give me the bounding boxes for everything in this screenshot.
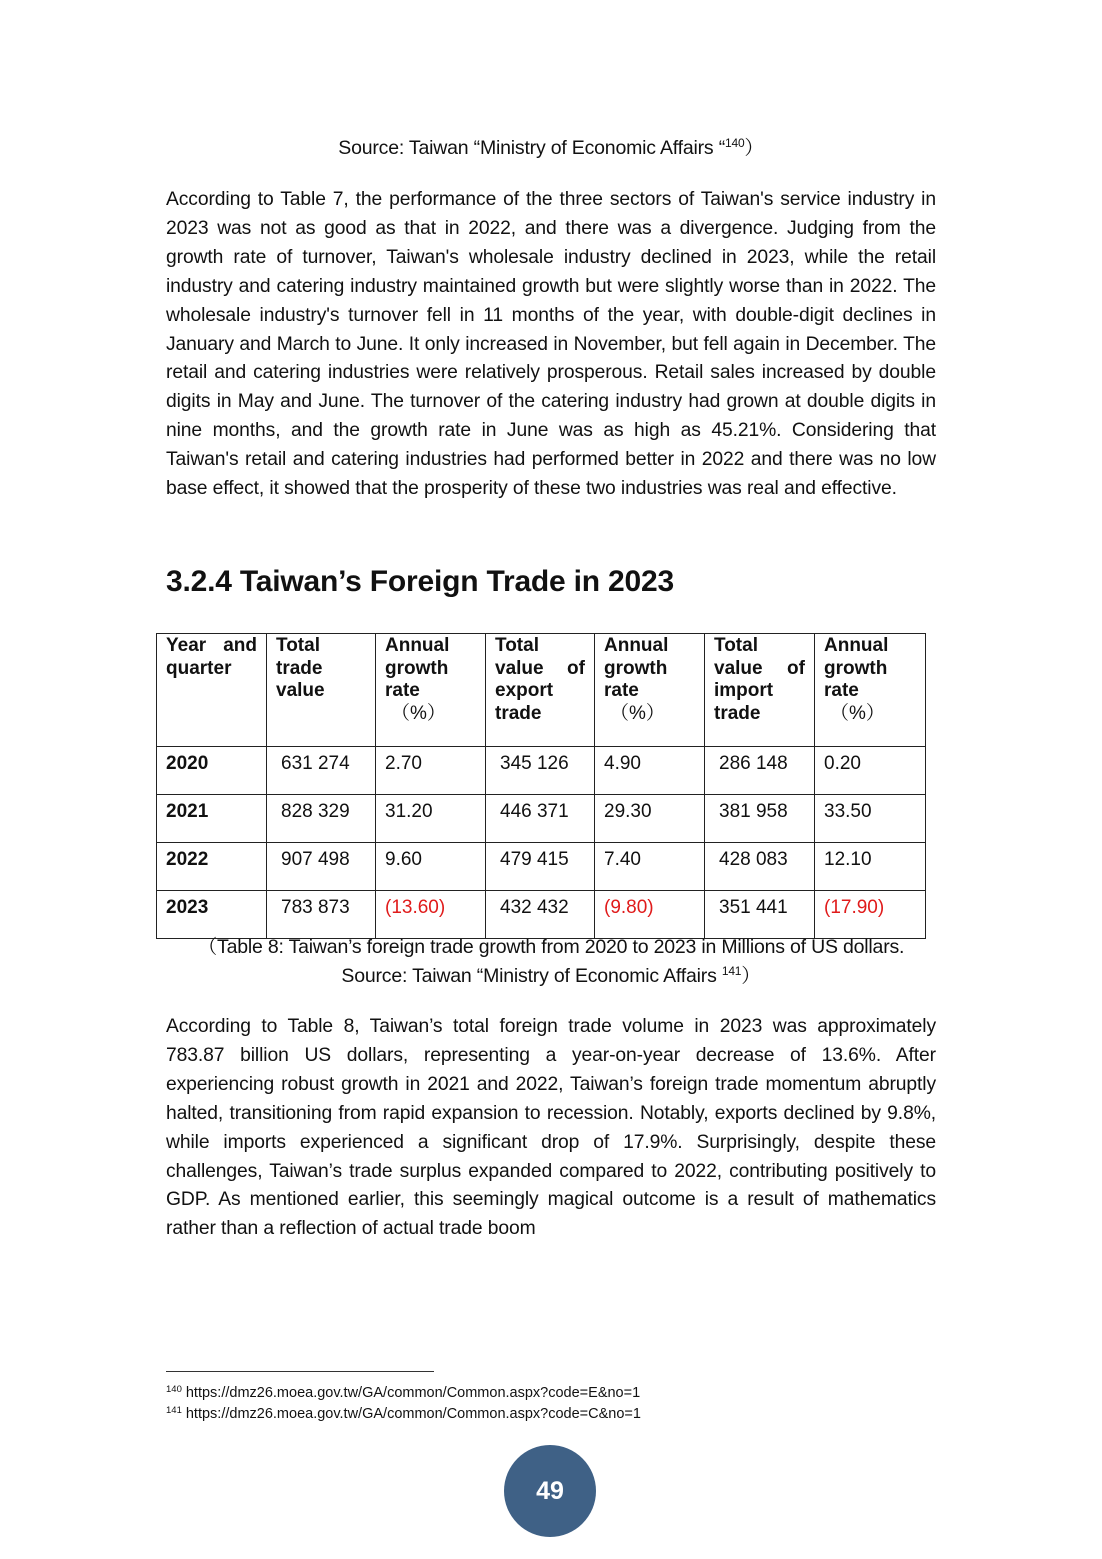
footnote-ref-140[interactable]: 140 xyxy=(725,136,745,150)
footnote-divider xyxy=(166,1371,434,1372)
footnotes xyxy=(166,1383,641,1425)
export-value-cell: 446 371 xyxy=(486,795,595,843)
footnote-number: 141 xyxy=(166,1405,182,1416)
header-label: Annual growth rate xyxy=(385,635,450,701)
header-export-value: Total value of export trade xyxy=(486,634,595,747)
total-trade-cell: 907 498 xyxy=(267,843,376,891)
total-growth-cell: 9.60 xyxy=(376,843,486,891)
header-export-growth-rate xyxy=(595,634,705,747)
footnote-link[interactable]: https://dmz26.moea.gov.tw/GA/common/Common.aspx?code=E&no=1 xyxy=(185,1385,641,1401)
import-growth-cell: 0.20 xyxy=(815,747,926,795)
section-heading: 3.2.4 Taiwan’s Foreign Trade in 2023 xyxy=(166,565,675,598)
export-growth-cell-negative: (9.80) xyxy=(595,891,705,939)
source-note-close: ） xyxy=(744,137,764,159)
year-cell: 2023 xyxy=(157,891,267,939)
total-growth-cell-negative: (13.60) xyxy=(376,891,486,939)
total-trade-cell: 828 329 xyxy=(267,795,376,843)
total-trade-cell: 783 873 xyxy=(267,891,376,939)
export-growth-cell: 4.90 xyxy=(595,747,705,795)
header-total-trade-value: Total trade value xyxy=(267,634,376,747)
import-value-cell: 381 958 xyxy=(705,795,815,843)
footnote-link[interactable]: https://dmz26.moea.gov.tw/GA/common/Common.aspx?code=C&no=1 xyxy=(185,1406,641,1422)
year-cell: 2021 xyxy=(157,795,267,843)
import-value-cell: 351 441 xyxy=(705,891,815,939)
caption-line-2 xyxy=(156,962,946,991)
source-note-text: Source: Taiwan “Ministry of Economic Affairs “ xyxy=(338,137,725,159)
export-value-cell: 345 126 xyxy=(486,747,595,795)
body-paragraph-1: According to Table 7, the performance of the three sectors of Taiwan's service industry in 2023 was not as good as that in 2022, and there was a divergence. Judging from the growth rate of turnover, Taiwan's wholesale industry declined in 2023, while the retail industry and catering industry maintained growth but were slightly worse than in 2022. The wholesale industry's turnover fell in 11 months of the year, with double-digit declines in January and March to June. It only increased in November, but fell again in December. The retail and catering industries were relatively prosperous. Retail sales increased by double digits in May and June. The turnover of the catering industry had grown at double digits in nine months, and the growth rate in June was as high as 45.21%. Considering that Taiwan's retail and catering industries had performed better in 2022 and there was no low base effect, it showed that the prosperity of these two industries was real and effective. xyxy=(166,189,936,500)
header-unit: （%） xyxy=(830,702,885,724)
footnote-number: 140 xyxy=(166,1384,182,1395)
import-growth-cell: 12.10 xyxy=(815,843,926,891)
total-growth-cell: 31.20 xyxy=(376,795,486,843)
table-header-row xyxy=(157,634,926,747)
page-number-badge: 49 xyxy=(504,1445,596,1537)
footnote-ref-141[interactable]: 141 xyxy=(721,964,742,978)
table-row xyxy=(157,891,926,939)
total-growth-cell: 2.70 xyxy=(376,747,486,795)
import-growth-cell: 33.50 xyxy=(815,795,926,843)
header-unit: （%） xyxy=(610,702,665,724)
header-import-growth-rate xyxy=(815,634,926,747)
year-cell: 2022 xyxy=(157,843,267,891)
caption-line-1: （Table 8: Taiwan’s foreign trade growth from 2020 to 2023 in Millions of US dollars. xyxy=(197,936,905,958)
import-value-cell: 286 148 xyxy=(705,747,815,795)
header-label: Annual growth rate xyxy=(824,635,889,701)
header-year-quarter: Year and quarter xyxy=(157,634,267,747)
export-value-cell: 479 415 xyxy=(486,843,595,891)
header-import-value: Total value of import trade xyxy=(705,634,815,747)
caption-source-text: Source: Taiwan “Ministry of Economic Affairs xyxy=(341,965,722,987)
header-label: Annual growth rate xyxy=(604,635,669,701)
foreign-trade-table xyxy=(156,633,926,939)
export-growth-cell: 7.40 xyxy=(595,843,705,891)
export-growth-cell: 29.30 xyxy=(595,795,705,843)
table-caption xyxy=(156,933,946,991)
table-row xyxy=(157,843,926,891)
source-note-top xyxy=(0,136,1102,160)
footnote-141 xyxy=(166,1404,641,1425)
import-growth-cell-negative: (17.90) xyxy=(815,891,926,939)
caption-close: ） xyxy=(741,965,761,987)
import-value-cell: 428 083 xyxy=(705,843,815,891)
table-row xyxy=(157,795,926,843)
body-paragraph-2: According to Table 8, Taiwan’s total foreign trade volume in 2023 was approximately 783.87 billion US dollars, representing a year-on-year decrease of 13.6%. After experiencing robust growth in 2021 and 2022, Taiwan’s foreign trade momentum abruptly halted, transitioning from rapid expansion to recession. Notably, exports declined by 9.8%, while imports experienced a significant drop of 17.9%. Surprisingly, despite these challenges, Taiwan’s trade surplus expanded compared to 2022, contributing positively to GDP. As mentioned earlier, this seemingly magical outcome is a result of mathematics rather than a reflection of actual trade boom xyxy=(166,1016,936,1240)
header-total-growth-rate xyxy=(376,634,486,747)
footnote-140 xyxy=(166,1383,641,1404)
header-unit: （%） xyxy=(391,702,446,724)
export-value-cell: 432 432 xyxy=(486,891,595,939)
year-cell: 2020 xyxy=(157,747,267,795)
total-trade-cell: 631 274 xyxy=(267,747,376,795)
table-row xyxy=(157,747,926,795)
